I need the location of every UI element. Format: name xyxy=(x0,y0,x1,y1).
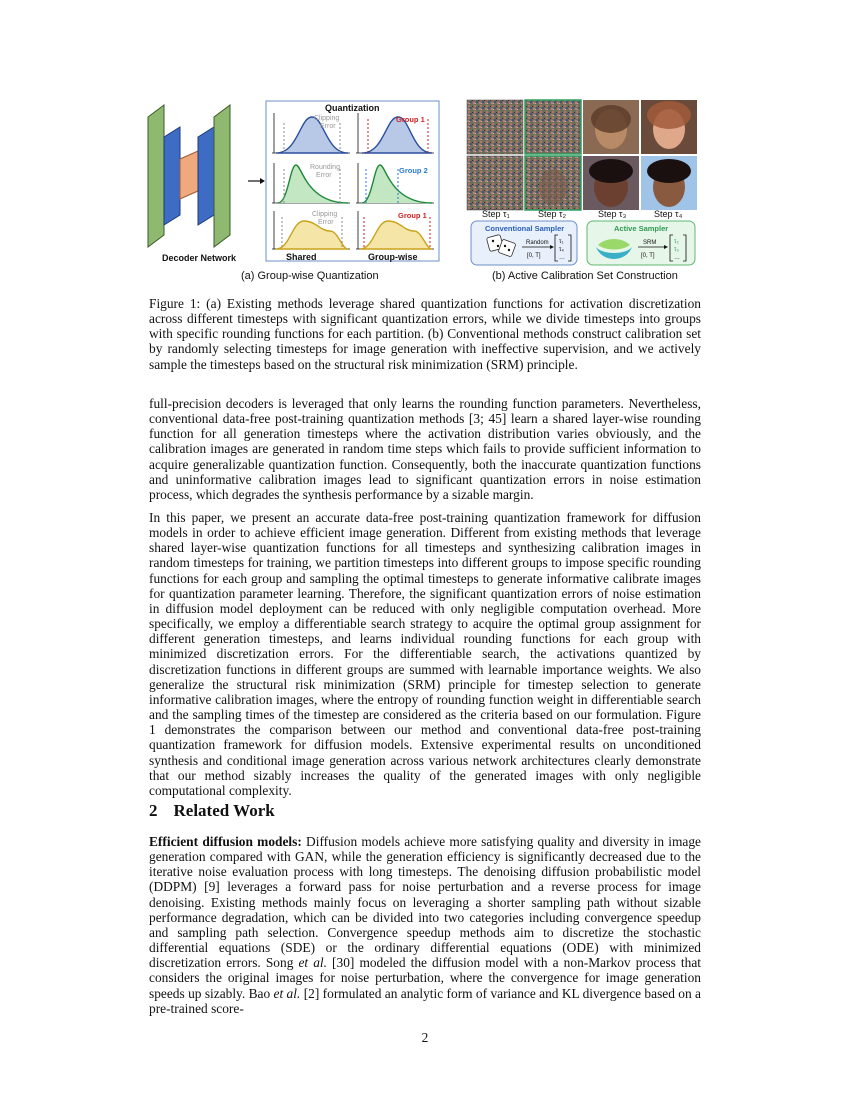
svg-text:τ₃: τ₃ xyxy=(674,247,679,253)
section-title: Related Work xyxy=(173,801,275,820)
svg-text:[0, T]: [0, T] xyxy=(527,253,541,259)
svg-text:Error: Error xyxy=(316,172,332,179)
svg-text:Group 1: Group 1 xyxy=(398,211,427,220)
paragraph-lead: Efficient diffusion models: xyxy=(149,834,302,849)
svg-text:Active Sampler: Active Sampler xyxy=(614,224,669,233)
svg-text:τ₂: τ₂ xyxy=(674,239,679,245)
svg-text:Group 1: Group 1 xyxy=(396,115,425,124)
decoder-network-diagram xyxy=(148,105,265,247)
svg-text:[0, T]: [0, T] xyxy=(641,253,655,259)
section-number: 2 xyxy=(149,801,158,820)
page-number: 2 xyxy=(421,1030,429,1045)
paragraph-3: Efficient diffusion models: Diffusion models achieve more satisfying quality and diversity in image generation compared with GAN, while the generation efficiency is significantly decreased due to the iterative noise evaluation process with long timesteps. The denoising diffusion probabilistic model (DDPM) [9] leverages a forward pass for noise perturbation and a reverse process for image denoising. Existing methods mainly focus on leveraging a shorter sampling path without sizable performance degradation, which can be divided into two categories including convergence speedup and sampling path selection. Convergence speedup methods aim to discretize the stochastic differential equations (SDE) or the ordinary differential equations (ODE) with minimized discretization errors. Song et al. [30] modeled the diffusion model with a non-Markov process that considers the original images for noise perturbation, where the convergence for image generation speeds up sizably. Bao et al. [2] formulated an analytic form of variance and KL divergence based on a pre-trained score- xyxy=(149,834,701,1016)
svg-text:Random: Random xyxy=(526,240,549,246)
col-groupwise-label: Group-wise xyxy=(368,252,418,262)
svg-text:τ₄: τ₄ xyxy=(559,247,564,253)
svg-text:Clipping: Clipping xyxy=(312,211,338,218)
svg-text:Rounding: Rounding xyxy=(310,164,340,171)
paragraph-1: full-precision decoders is leveraged that only learns the rounding function parameters. Nevertheless, conventional data-free post-training quantization methods [3; 45] learn a shared layer-wise rounding function for all generation timesteps where the activation distribution varies obviously, and the calibration images are generated in random time steps which fails to provide sufficient information to acquire generalizable quantization function. Consequently, both the inaccurate quantization functions and uninformative calibration images lead to significant quantization errors in noise estimation process, which degrades the synthesis performance by a sizable margin. xyxy=(149,396,701,502)
quantization-title: Quantization xyxy=(325,103,380,113)
section-heading xyxy=(149,801,275,821)
subcaption-b: (b) Active Calibration Set Construction xyxy=(492,270,678,282)
svg-text:Error: Error xyxy=(320,123,336,130)
calibration-image-grid xyxy=(467,100,697,210)
svg-text:Conventional Sampler: Conventional Sampler xyxy=(485,224,565,233)
svg-text:Group 2: Group 2 xyxy=(399,166,428,175)
svg-text:Step τ₃: Step τ₃ xyxy=(598,209,627,219)
decoder-label: Decoder Network xyxy=(162,253,237,263)
svg-text:SRM: SRM xyxy=(643,240,657,246)
col-shared-label: Shared xyxy=(286,252,317,262)
svg-text:…: … xyxy=(559,255,565,261)
figure-caption: Figure 1: (a) Existing methods leverage shared quantization functions for activation discretization across different timesteps with significant quantization errors, while we divide timesteps into groups with specific rounding functions for each partition. (b) Conventional methods construct calibration set by randomly selecting timesteps for image generation with ineffective supervision, and we actively sample the timesteps based on the structural risk minimization (SRM) principle. xyxy=(149,296,701,372)
subcaption-a: (a) Group-wise Quantization xyxy=(241,270,379,282)
svg-text:Step τ₄: Step τ₄ xyxy=(654,209,683,219)
svg-text:Error: Error xyxy=(318,219,334,226)
svg-text:Clipping: Clipping xyxy=(314,115,340,122)
svg-text:Step τ₁: Step τ₁ xyxy=(482,209,510,219)
svg-text:Step τ₂: Step τ₂ xyxy=(538,209,567,219)
figure-1 xyxy=(140,95,710,285)
svg-text:τ₁: τ₁ xyxy=(559,239,564,245)
svg-text:…: … xyxy=(674,255,680,261)
paragraph-2: In this paper, we present an accurate data-free post-training quantization framework for diffusion models in order to achieve efficient image generation. Different from existing methods that leverage shared layer-wise quantization functions for all timesteps and synthesizing calibration images in random timesteps for training, we partition timesteps into different groups to impose specific rounding functions for each group and sampling the optimal timesteps to generate informative calibrate images for quantization parameter learning. Therefore, the significant quantization errors of noise estimation in diffusion model deployment can be reduced with only negligible computation overhead. More specifically, we employ a differentiable search strategy to acquire the optimal group assignment for different generation timesteps, and learns individual rounding functions for each group with minimized discretization errors. For the differentiable search, the activations quantized by discretization functions in different groups are summed with learnable importance weights. We also generalize the structural risk minimization (SRM) principle for timestep selection to generate informative calibration images, where the entropy of rounding function weight in differentiable search and the sampling times of the timestep are considered as the criteria based on our formulation. Figure 1 demonstrates the comparison between our method and conventional data-free post-training quantization framework for diffusion models. Extensive experimental results on unconditioned synthesis and conditional image generation across various network architectures clearly demonstrate that our method sizably increases the quality of the generated images with only negligible computational complexity. xyxy=(149,510,701,798)
